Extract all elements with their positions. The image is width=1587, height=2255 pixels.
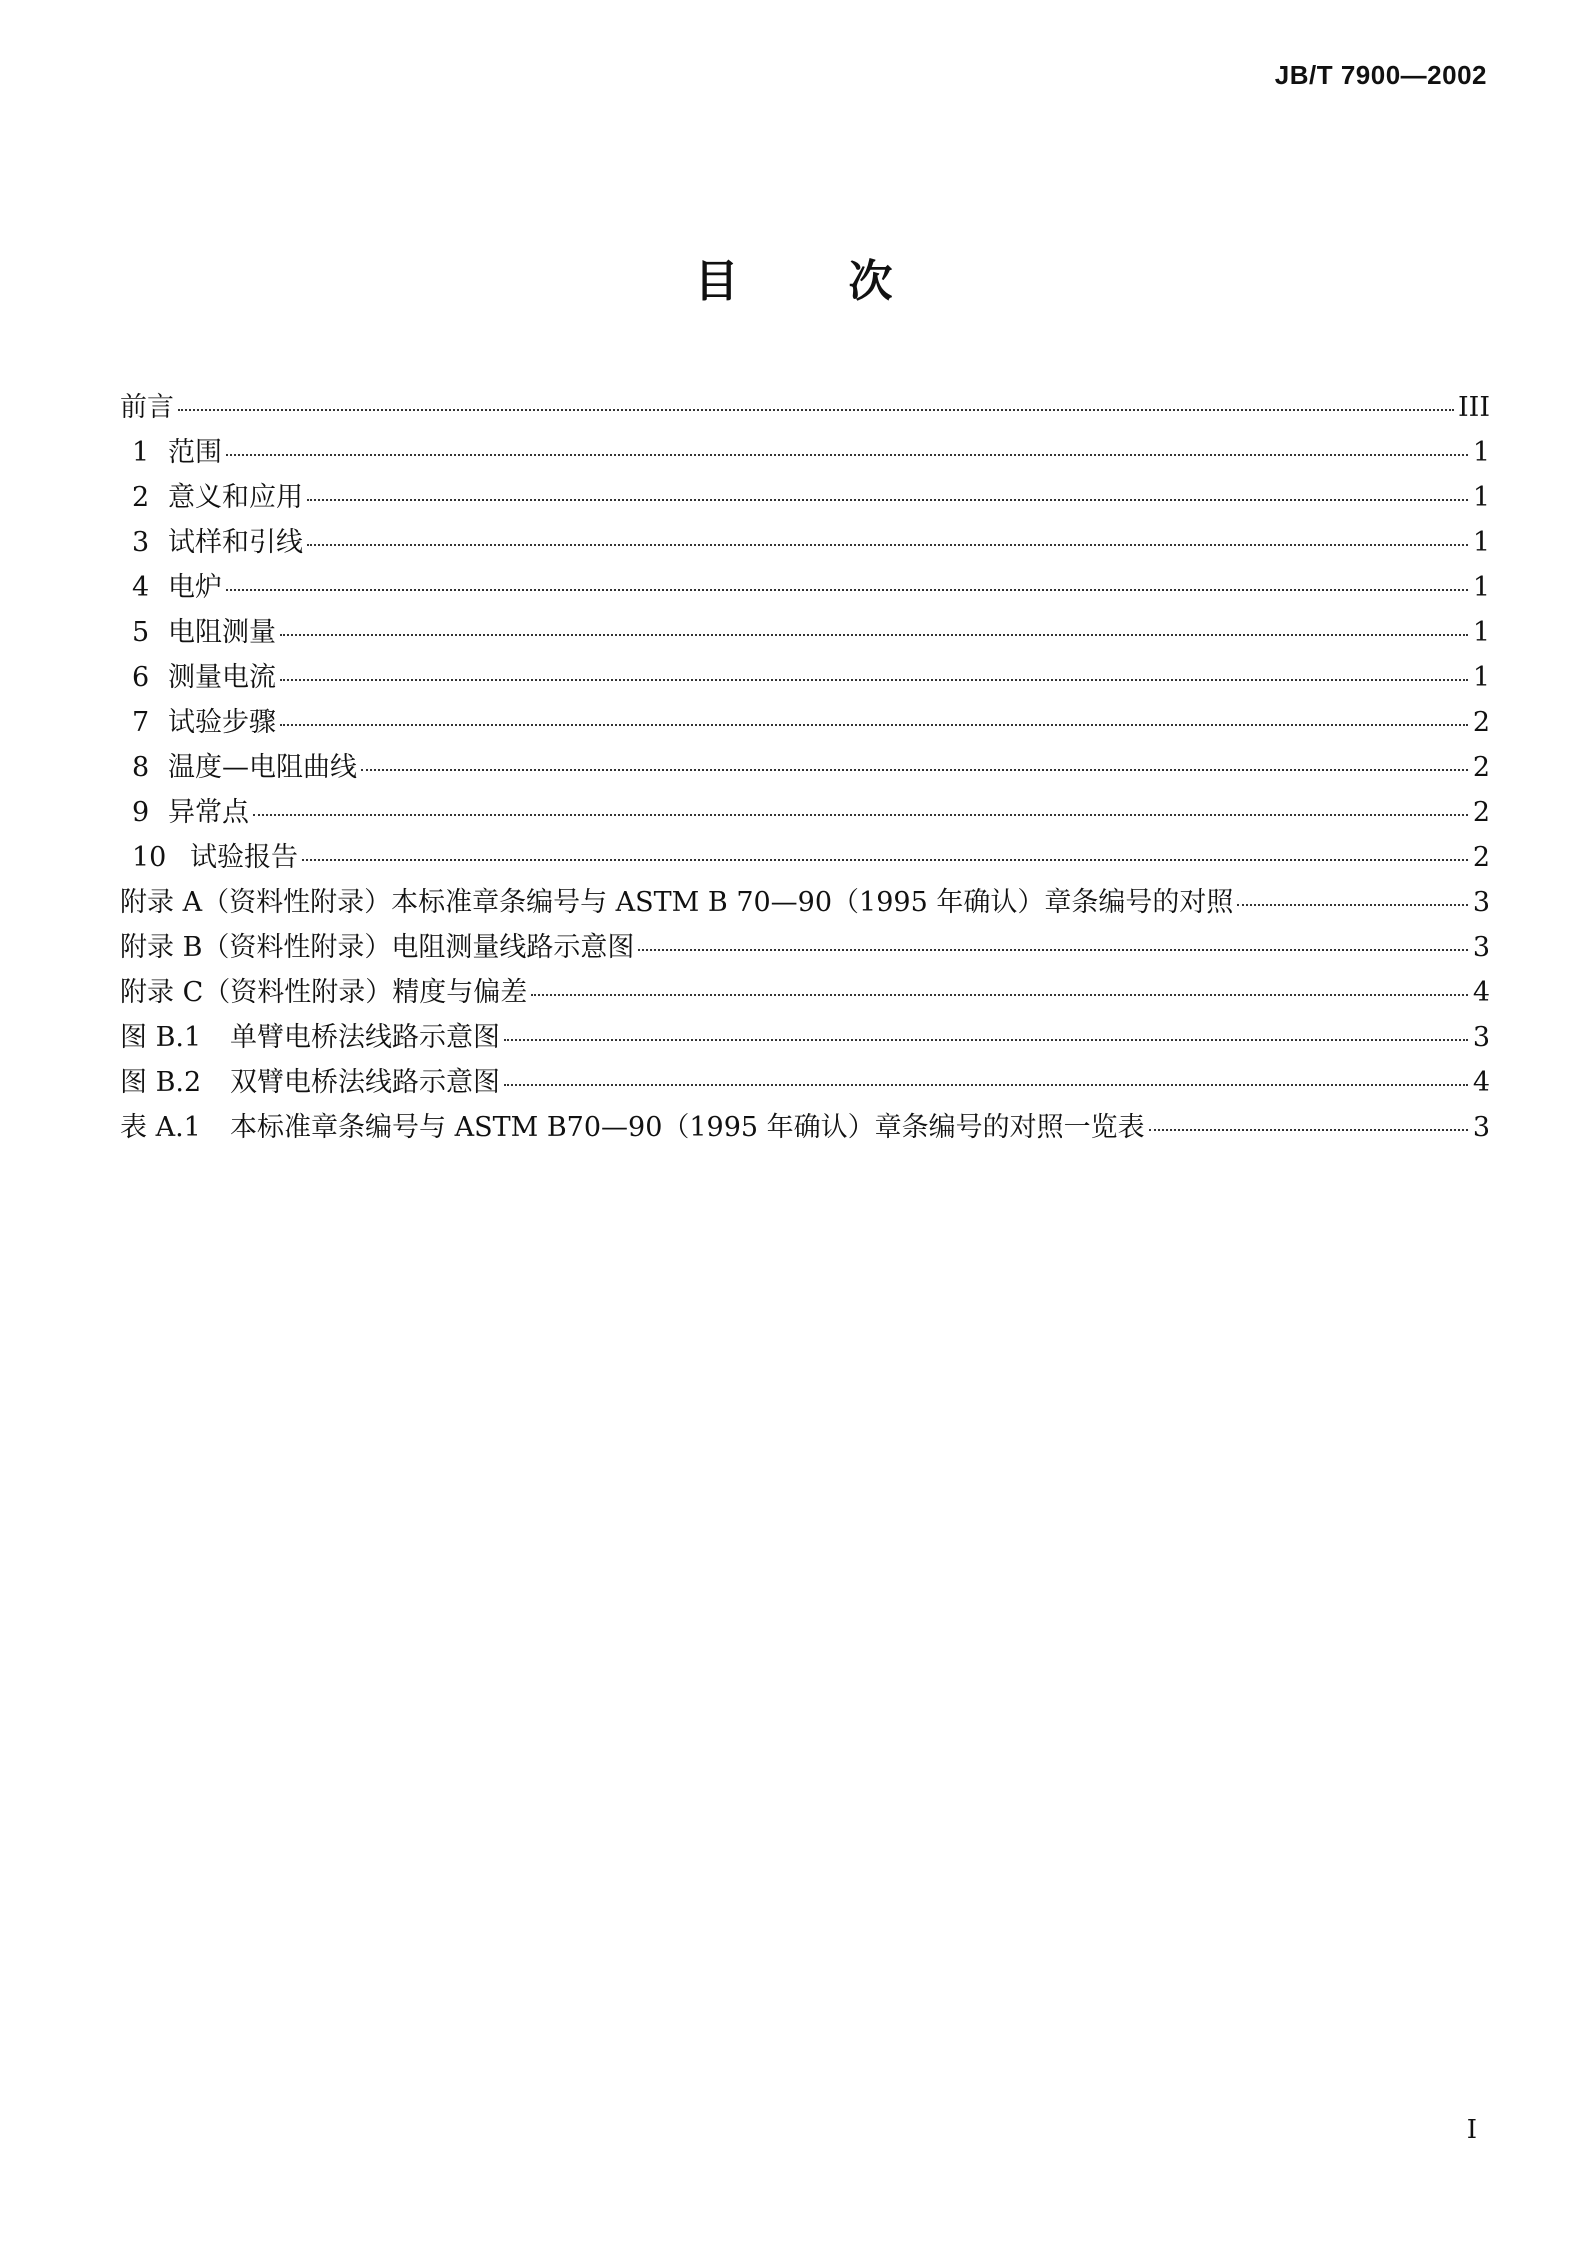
toc-entry[interactable] (120, 745, 1490, 790)
toc-entry-page: 3 (1472, 1112, 1490, 1143)
toc-entry-page: 2 (1472, 797, 1490, 828)
dot-leader (638, 948, 1468, 951)
page-number: I (1466, 2115, 1477, 2145)
toc-entry-number: 1 (132, 437, 150, 468)
toc-entry-label: 附录 C（资料性附录）精度与偏差 (120, 977, 528, 1008)
toc-entry-number: 8 (132, 752, 150, 783)
toc-entry-page: 1 (1472, 572, 1490, 603)
dot-leader (307, 543, 1468, 546)
toc-entry-page: 2 (1472, 707, 1490, 738)
dot-leader (1237, 903, 1468, 906)
toc-entry-label: 意义和应用 (168, 482, 303, 513)
toc-entry[interactable] (120, 565, 1490, 610)
dot-leader (280, 723, 1468, 726)
toc-figure-b2[interactable] (120, 1060, 1490, 1105)
figure-number: 图 B.1 (120, 1022, 202, 1053)
toc-entry-page: 1 (1472, 482, 1490, 513)
dot-leader (226, 588, 1468, 591)
dot-leader (280, 633, 1468, 636)
toc-entry[interactable] (120, 700, 1490, 745)
toc-appendix-c[interactable] (120, 970, 1490, 1015)
toc-entry-number: 5 (132, 617, 150, 648)
toc-figure-b1[interactable] (120, 1015, 1490, 1060)
toc-entry-page: 2 (1472, 842, 1490, 873)
toc-entry-number: 10 (132, 842, 167, 873)
toc-entry-label: 附录 B（资料性附录）电阻测量线路示意图 (120, 932, 635, 963)
toc-entry-page: 3 (1472, 887, 1490, 918)
toc-entry-label: 测量电流 (168, 662, 276, 693)
toc-entry-page: 4 (1472, 977, 1490, 1008)
toc-entry-label: 温度—电阻曲线 (168, 752, 357, 783)
toc-entry[interactable] (120, 835, 1490, 880)
dot-leader (226, 453, 1468, 456)
toc-entry-page: 1 (1472, 617, 1490, 648)
page-title (0, 245, 1587, 309)
dot-leader (361, 768, 1468, 771)
toc-entry-number: 3 (132, 527, 150, 558)
toc-entry-page: 1 (1472, 527, 1490, 558)
toc-entry-number: 4 (132, 572, 150, 603)
toc-entry-label: 本标准章条编号与 ASTM B70—90（1995 年确认）章条编号的对照一览表 (230, 1112, 1145, 1143)
dot-leader (253, 813, 1468, 816)
dot-leader (307, 498, 1468, 501)
toc-entry-page: 3 (1472, 1022, 1490, 1053)
toc-entry-label: 前言 (120, 392, 174, 423)
toc-entry-label: 试验报告 (190, 842, 298, 873)
title-char-1: 目 (694, 256, 739, 307)
toc-entry-label: 单臂电桥法线路示意图 (230, 1022, 500, 1053)
toc-entry-label: 电炉 (168, 572, 222, 603)
dot-leader (531, 993, 1468, 996)
dot-leader (280, 678, 1468, 681)
dot-leader (1149, 1128, 1468, 1131)
toc-entry-number: 6 (132, 662, 150, 693)
toc-entry-foreword[interactable] (120, 385, 1490, 430)
dot-leader (178, 408, 1454, 411)
dot-leader (302, 858, 1468, 861)
title-char-2: 次 (848, 256, 893, 307)
toc-entry-page: III (1458, 392, 1490, 423)
toc-entry[interactable] (120, 430, 1490, 475)
toc-entry-label: 双臂电桥法线路示意图 (230, 1067, 500, 1098)
dot-leader (504, 1083, 1468, 1086)
toc-entry[interactable] (120, 790, 1490, 835)
toc-entry-number: 9 (132, 797, 150, 828)
table-of-contents (120, 385, 1490, 1150)
figure-number: 图 B.2 (120, 1067, 202, 1098)
toc-entry[interactable] (120, 475, 1490, 520)
toc-entry-number: 7 (132, 707, 150, 738)
toc-entry-page: 3 (1472, 932, 1490, 963)
toc-entry[interactable] (120, 520, 1490, 565)
toc-entry-page: 4 (1472, 1067, 1490, 1098)
standard-code: JB/T 7900—2002 (1274, 60, 1487, 90)
toc-appendix-a[interactable] (120, 880, 1490, 925)
toc-entry-number: 2 (132, 482, 150, 513)
toc-appendix-b[interactable] (120, 925, 1490, 970)
toc-entry[interactable] (120, 655, 1490, 700)
toc-entry-label: 异常点 (168, 797, 249, 828)
toc-entry-label: 试验步骤 (168, 707, 276, 738)
toc-entry-label: 试样和引线 (168, 527, 303, 558)
table-number: 表 A.1 (120, 1112, 201, 1143)
toc-entry-label: 附录 A（资料性附录）本标准章条编号与 ASTM B 70—90（1995 年确认）章条编号的对照 (120, 887, 1234, 918)
toc-entry-page: 1 (1472, 662, 1490, 693)
toc-entry-label: 范围 (168, 437, 222, 468)
toc-table-a1[interactable] (120, 1105, 1490, 1150)
toc-entry-page: 2 (1472, 752, 1490, 783)
toc-entry-page: 1 (1472, 437, 1490, 468)
toc-entry[interactable] (120, 610, 1490, 655)
toc-entry-label: 电阻测量 (168, 617, 276, 648)
dot-leader (504, 1038, 1468, 1041)
